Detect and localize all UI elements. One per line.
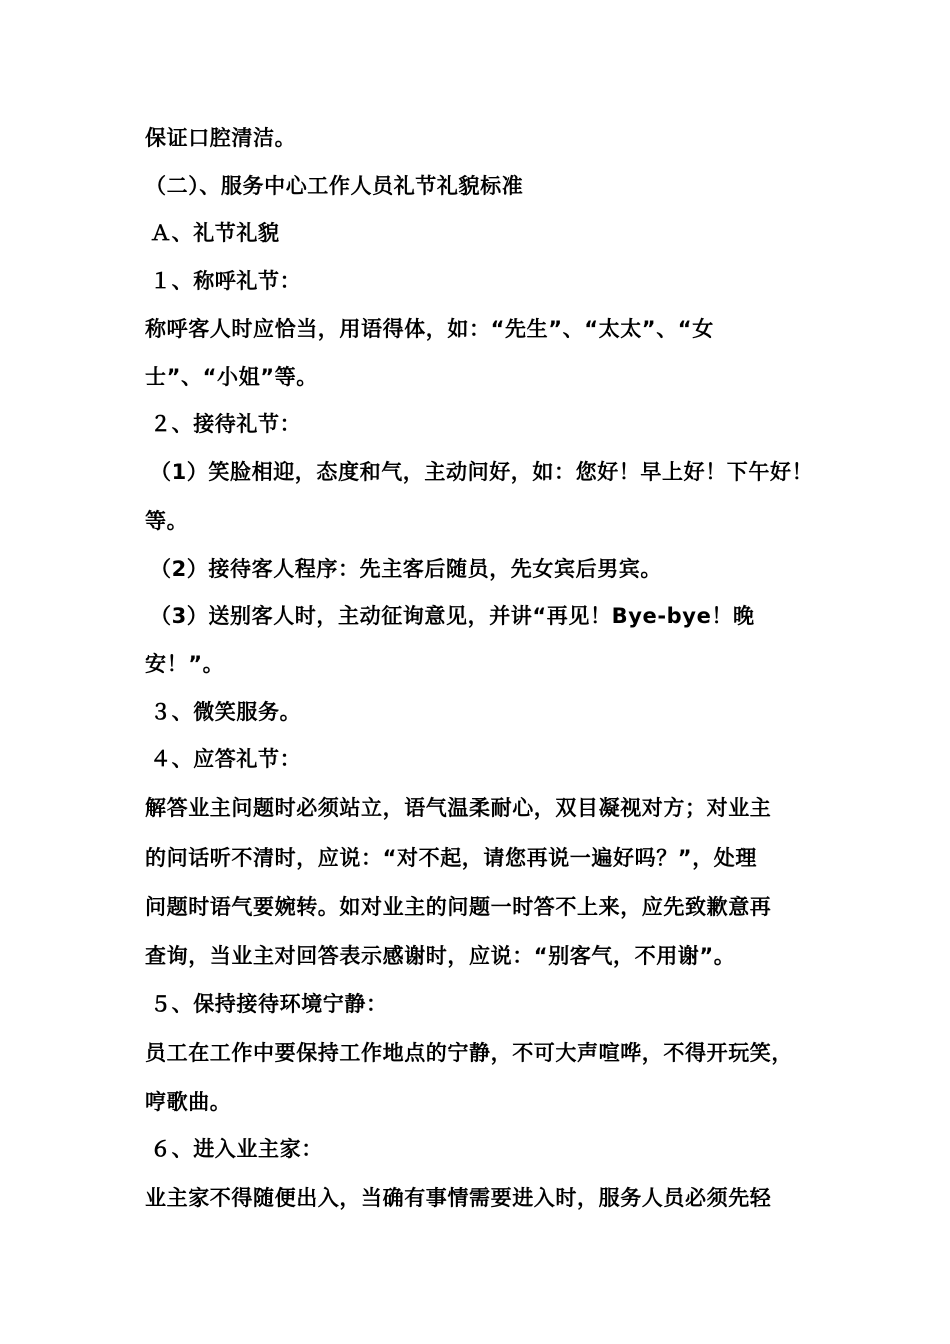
item-heading: １、称呼礼节：: [150, 269, 302, 293]
paragraph-line: 哼歌曲。: [145, 1090, 232, 1114]
item-heading: ２、接待礼节：: [150, 412, 302, 436]
paragraph-line: 士”、“小姐”等。: [145, 365, 318, 389]
paragraph-line: （3）送别客人时，主动征询意见，并讲“再见！Bye-bye！晚: [150, 604, 755, 628]
paragraph-line: 查询，当业主对回答表示感谢时，应说：“别客气，不用谢”。: [145, 944, 736, 968]
paragraph-line: 等。: [145, 509, 189, 533]
paragraph-line: （2）接待客人程序：先主客后随员，先女宾后男宾。: [150, 557, 663, 581]
paragraph-line: 称呼客人时应恰当，用语得体，如：“先生”、“太太”、“女: [145, 317, 714, 341]
item-heading: ３、微笑服务。: [150, 700, 302, 724]
paragraph-line: 安！”。: [145, 652, 225, 676]
section-heading: （二）、服务中心工作人员礼节礼貌标准: [145, 174, 524, 198]
item-heading: ６、进入业主家：: [150, 1137, 323, 1161]
paragraph-line: 的问话听不清时，应说：“对不起，请您再说一遍好吗？”，处理: [145, 846, 758, 870]
paragraph-line: 员工在工作中要保持工作地点的宁静，不可大声喧哗，不得开玩笑，: [145, 1041, 793, 1065]
paragraph-line: （1）笑脸相迎，态度和气，主动问好，如：您好！早上好！下午好！: [150, 460, 814, 484]
paragraph-line: 保证口腔清洁。: [145, 126, 297, 150]
paragraph-line: 问题时语气要婉转。如对业主的问题一时答不上来，应先致歉意再: [145, 895, 772, 919]
paragraph-line: 业主家不得随便出入，当确有事情需要进入时，服务人员必须先轻: [145, 1186, 772, 1210]
paragraph-line: 解答业主问题时必须站立，语气温柔耐心，双目凝视对方；对业主: [145, 796, 772, 820]
item-heading: ５、保持接待环境宁静：: [150, 992, 388, 1016]
item-heading: ４、应答礼节：: [150, 747, 302, 771]
subsection-heading: Ａ、礼节礼貌: [150, 221, 280, 245]
